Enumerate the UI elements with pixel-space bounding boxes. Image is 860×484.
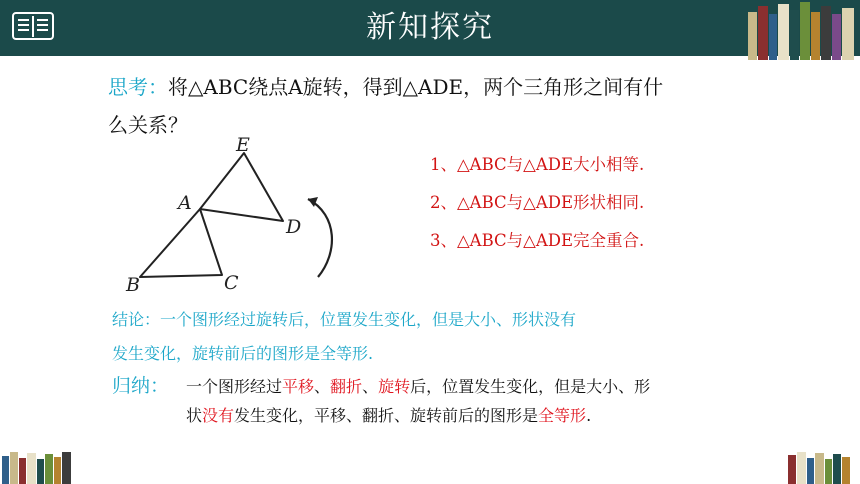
question-line2: 么关系？	[108, 113, 188, 137]
book-stack-icon	[0, 450, 80, 484]
vertex-label-b: B	[126, 274, 140, 296]
summary-line1: 一个图形经过平移、翻折、旋转后，位置发生变化，但是大小、形	[186, 377, 651, 396]
book-stack-icon	[784, 450, 860, 484]
book-stack-icon	[742, 0, 860, 60]
rotation-figure	[120, 125, 350, 300]
summary-label: 归纳：	[112, 375, 170, 397]
open-book-icon	[12, 12, 54, 42]
fact-item: 2、△ABC与△ADE形状相同.	[430, 193, 645, 212]
question-line1: 将△ABC绕点A旋转，得到△ADE，两个三角形之间有什	[168, 75, 664, 99]
conclusion-line2: 发生变化，旋转前后的图形是全等形.	[112, 344, 374, 363]
triangle-abc	[140, 209, 222, 277]
summary-line2: 状没有发生变化，平移、翻折、旋转前后的图形是全等形.	[186, 406, 592, 425]
vertex-label-e: E	[236, 134, 250, 156]
triangle-ade	[200, 153, 283, 221]
vertex-label-c: C	[224, 272, 239, 294]
rotation-arrow	[308, 199, 332, 277]
conclusion-line1: 结论：一个图形经过旋转后，位置发生变化，但是大小、形状没有	[112, 310, 577, 329]
page-title: 新知探究	[366, 10, 494, 45]
vertex-label-a: A	[178, 192, 192, 214]
question-label: 思考：	[108, 75, 168, 99]
vertex-label-d: D	[286, 216, 302, 238]
fact-item: 1、△ABC与△ADE大小相等.	[430, 155, 645, 174]
fact-item: 3、△ABC与△ADE完全重合.	[430, 231, 645, 250]
conclusion-text	[112, 303, 772, 371]
